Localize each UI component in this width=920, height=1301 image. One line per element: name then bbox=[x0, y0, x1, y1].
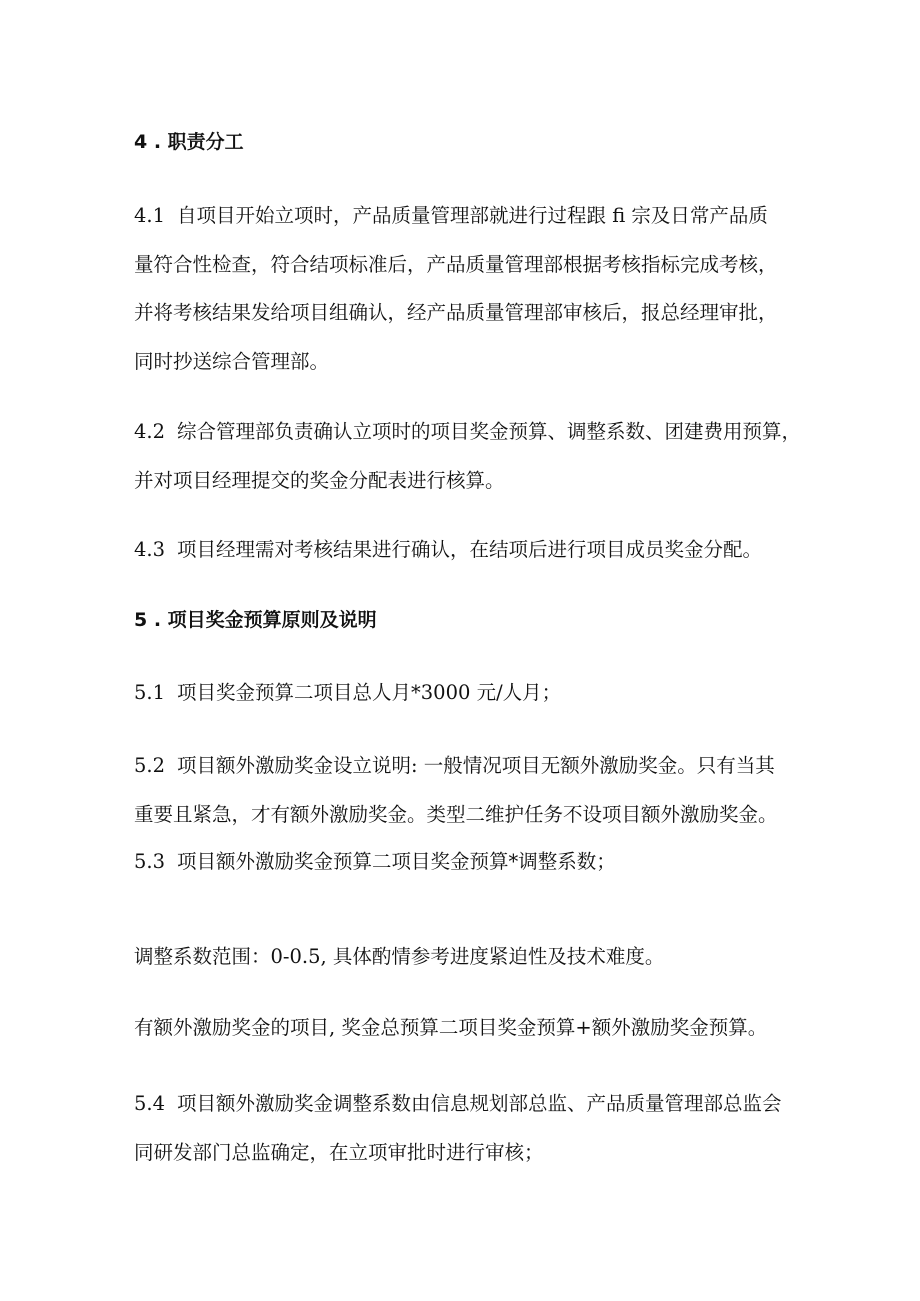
line-text: 项目奖金预算二项目总人月*3000 元/人月； bbox=[177, 681, 562, 704]
paragraph-4-1 bbox=[134, 192, 824, 386]
paragraph-line: 并对项目经理提交的奖金分配表进行核算。 bbox=[134, 468, 505, 492]
paragraph-5-3 bbox=[134, 838, 824, 887]
paragraph-line bbox=[134, 526, 824, 575]
paragraph-line bbox=[134, 408, 824, 457]
paragraph-5-1 bbox=[134, 669, 824, 718]
clause-number: 4.1 bbox=[134, 204, 166, 227]
paragraph-4-2 bbox=[134, 408, 824, 505]
clause-number: 4.2 bbox=[134, 420, 166, 443]
line-text: 项目额外激励奖金设立说明: 一般情况项目无额外激励奖金。只有当其 bbox=[177, 754, 775, 777]
paragraph-line: 量符合性检查，符合结项标准后，产品质量管理部根据考核指标完成考核， bbox=[134, 252, 778, 276]
paragraph-5-4 bbox=[134, 1080, 824, 1177]
clause-number: 5.4 bbox=[134, 1092, 166, 1115]
paragraph-line: 重要且紧急，才有额外激励奖金。类型二维护任务不设项目额外激励奖金。 bbox=[134, 802, 778, 826]
clause-number: 5.2 bbox=[134, 754, 166, 777]
adjustment-range-note: 调整系数范围：0-0.5, 具体酌情参考进度紧迫性及技术难度。 bbox=[134, 945, 665, 968]
paragraph-line bbox=[134, 838, 824, 887]
clause-number: 5.3 bbox=[134, 850, 166, 873]
line-text: 综合管理部负责确认立项时的项目奖金预算、调整系数、团建费用预算， bbox=[177, 420, 802, 443]
section-4-heading: 4 . 职责分工 bbox=[134, 131, 244, 153]
line-text: 项目额外激励奖金预算二项目奖金预算*调整系数； bbox=[177, 850, 616, 873]
total-budget-note: 有额外激励奖金的项目, 奖金总预算二项目奖金预算+额外激励奖金预算。 bbox=[134, 1016, 768, 1039]
paragraph-line: 同时抄送综合管理部。 bbox=[134, 349, 330, 373]
line-text: 项目经理需对考核结果进行确认，在结项后进行项目成员奖金分配。 bbox=[177, 538, 763, 561]
paragraph-line bbox=[134, 1080, 824, 1129]
paragraph-line bbox=[134, 192, 824, 241]
paragraph-4-3 bbox=[134, 526, 824, 575]
paragraph-line bbox=[134, 669, 824, 718]
paragraph-line: 并将考核结果发给项目组确认，经产品质量管理部审核后，报总经理审批， bbox=[134, 301, 778, 324]
paragraph-5-2 bbox=[134, 742, 824, 839]
line-text: 项目额外激励奖金调整系数由信息规划部总监、产品质量管理部总监会 bbox=[177, 1092, 782, 1115]
paragraph-line bbox=[134, 742, 824, 791]
line-text: 自项目开始立项时，产品质量管理部就进行过程跟 fi 宗及日常产品质 bbox=[177, 204, 768, 227]
clause-number: 4.3 bbox=[134, 538, 166, 561]
paragraph-line: 同研发部门总监确定，在立项审批时进行审核； bbox=[134, 1140, 544, 1164]
section-5-heading: 5 . 项目奖金预算原则及说明 bbox=[134, 609, 377, 631]
clause-number: 5.1 bbox=[134, 681, 166, 704]
